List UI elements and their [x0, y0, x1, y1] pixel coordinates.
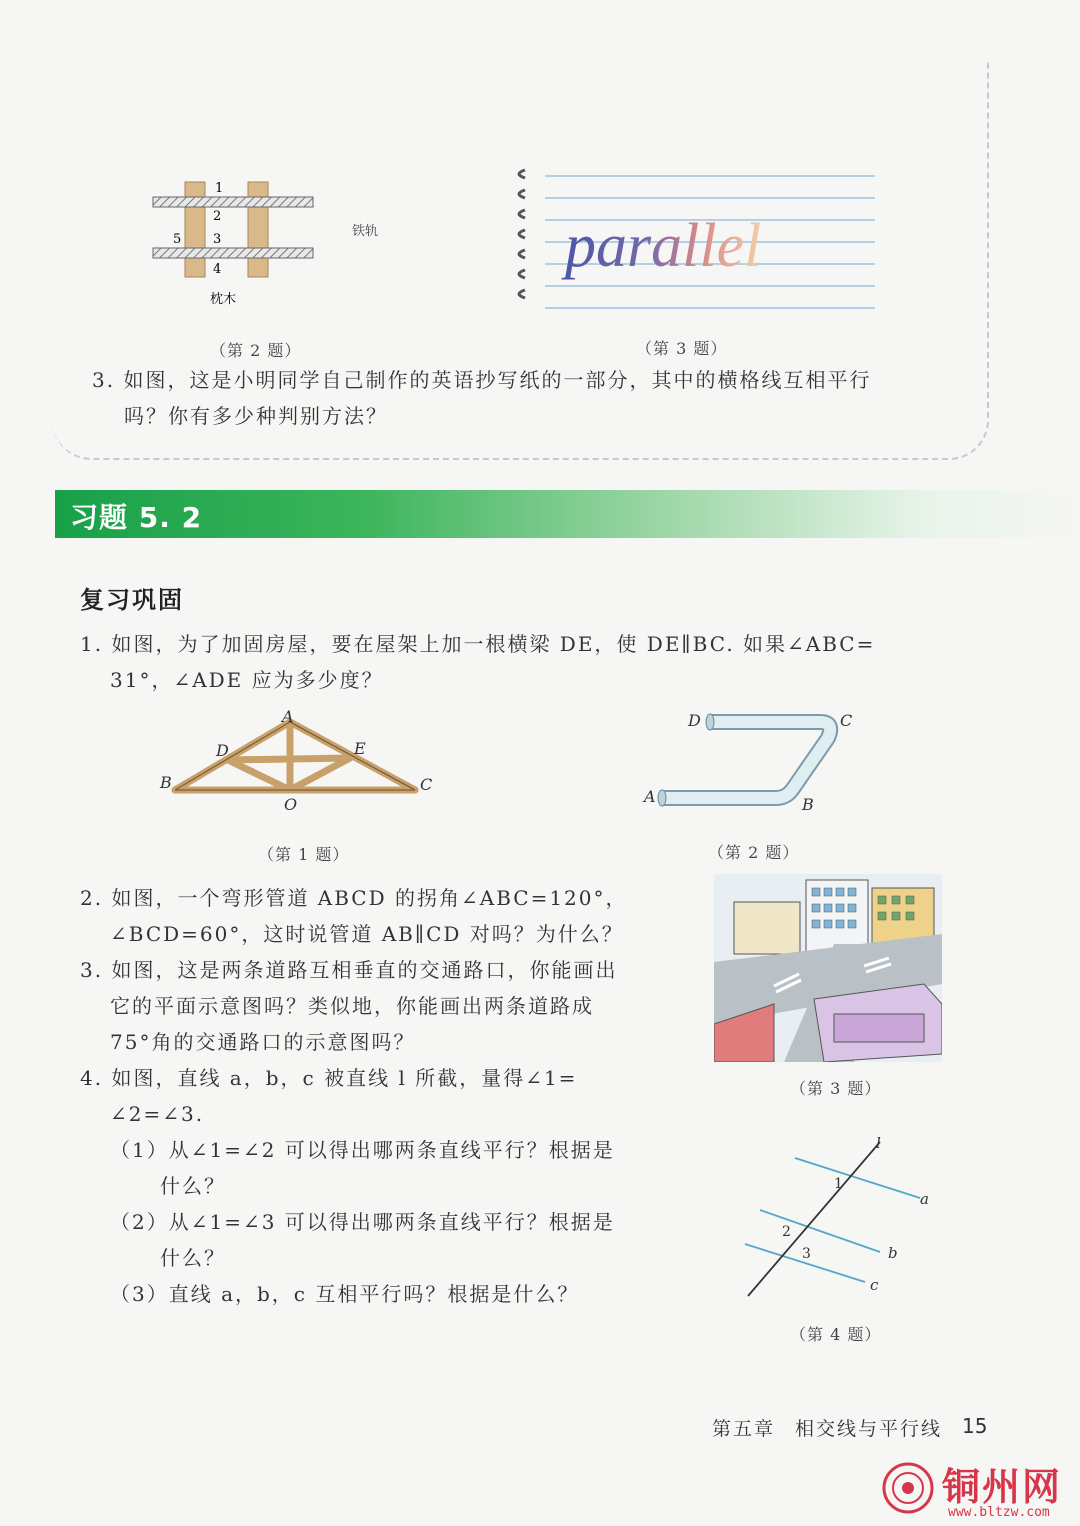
- angle-3: 3: [802, 1246, 811, 1262]
- watermark-url: www.bltzw.com: [948, 1505, 1050, 1520]
- watermark-text: 铜州网: [942, 1464, 1063, 1509]
- question-2-line2: ∠BCD=60°，这时说管道 AB∥CD 对吗？为什么？: [110, 922, 624, 946]
- angle-2: 2: [782, 1224, 791, 1240]
- caption-fig-3: （第 3 题）: [636, 339, 728, 358]
- question-4-line1: 4. 如图，直线 a，b，c 被直线 l 所截，量得∠1=: [80, 1066, 578, 1090]
- transversal-figure: [730, 1130, 950, 1310]
- spiral-binding: [519, 170, 525, 298]
- sleeper-label: 枕木: [210, 292, 237, 307]
- notebook-figure: [505, 158, 895, 318]
- question-3-line3: 75°角的交通路口的示意图吗？: [110, 1030, 416, 1054]
- pipe-point-B: B: [802, 795, 814, 814]
- rail-top: [153, 197, 313, 207]
- parallel-word: parallel: [565, 212, 762, 280]
- chapter-number: 第五章: [712, 1418, 776, 1440]
- rail-bottom: [153, 248, 313, 258]
- exercise-3-line2: 吗？你有多少种判别方法？: [124, 404, 388, 428]
- question-4-sub3: （3）直线 a，b，c 互相平行吗？根据是什么？: [110, 1282, 580, 1306]
- line-b: [760, 1210, 880, 1252]
- question-2-line1: 2. 如图，一个弯形管道 ABCD 的拐角∠ABC=120°，: [80, 886, 628, 910]
- angle-label-4: 4: [213, 262, 222, 277]
- angle-1: 1: [834, 1176, 843, 1192]
- question-4-sub2-line1: （2）从∠1=∠3 可以得出哪两条直线平行？根据是: [110, 1210, 615, 1234]
- question-4-line2: ∠2=∠3.: [110, 1102, 205, 1126]
- caption-q1: （第 1 题）: [258, 845, 350, 864]
- question-4-sub1-line2: 什么？: [160, 1174, 226, 1198]
- chapter-title: 相交线与平行线: [795, 1418, 943, 1440]
- caption-q3: （第 3 题）: [790, 1079, 882, 1098]
- rail-figure: [145, 170, 405, 320]
- pipe-point-C: C: [840, 711, 853, 730]
- pipe-point-A: A: [644, 787, 656, 806]
- section-title: 习题 5. 2: [70, 501, 203, 534]
- pipe-outline: [662, 722, 830, 798]
- angle-label-5: 5: [173, 232, 182, 247]
- angle-label-1: 1: [215, 181, 224, 196]
- label-l: l: [876, 1134, 881, 1152]
- label-a: a: [920, 1190, 929, 1208]
- label-c: c: [870, 1276, 879, 1294]
- line-l: [748, 1142, 880, 1296]
- point-E: E: [354, 739, 366, 758]
- caption-q4: （第 4 题）: [790, 1325, 882, 1344]
- point-A: A: [282, 707, 294, 726]
- watermark-logo-icon: [880, 1460, 936, 1516]
- truss-beams: [175, 722, 415, 790]
- question-4-sub1-line1: （1）从∠1=∠2 可以得出哪两条直线平行？根据是: [110, 1138, 615, 1162]
- sleeper-left: [185, 182, 205, 277]
- sleeper-right: [248, 182, 268, 277]
- question-4-sub2-line2: 什么？: [160, 1246, 226, 1270]
- caption-fig-2: （第 2 题）: [210, 341, 302, 360]
- point-D: D: [216, 741, 229, 760]
- review-subheading: 复习巩固: [80, 586, 184, 614]
- angle-label-2: 2: [213, 209, 222, 224]
- question-1-line2: 31°，∠ADE 应为多少度？: [110, 668, 384, 692]
- pipe-point-D: D: [688, 711, 701, 730]
- point-C: C: [420, 775, 433, 794]
- roof-truss-figure: [150, 700, 450, 820]
- label-b: b: [888, 1244, 898, 1262]
- exercise-3-line1: 3. 如图，这是小明同学自己制作的英语抄写纸的一部分，其中的横格线互相平行: [92, 368, 872, 392]
- question-1-line1: 1. 如图，为了加固房屋，要在屋架上加一根横梁 DE，使 DE∥BC. 如果∠ABC=: [80, 632, 876, 656]
- bent-pipe-figure: [640, 700, 870, 820]
- page-number: 15: [962, 1414, 988, 1438]
- question-3-line1: 3. 如图，这是两条道路互相垂直的交通路口，你能画出: [80, 958, 618, 982]
- point-O: O: [284, 795, 298, 814]
- line-a: [795, 1158, 920, 1198]
- rail-label: 铁轨: [352, 224, 379, 239]
- caption-q2: （第 2 题）: [708, 843, 800, 862]
- section-banner: [55, 490, 1080, 538]
- angle-label-3: 3: [213, 232, 222, 247]
- intersection-illustration: [714, 874, 942, 1062]
- point-B: B: [160, 773, 172, 792]
- question-3-line2: 它的平面示意图吗？类似地，你能画出两条道路成: [110, 994, 594, 1018]
